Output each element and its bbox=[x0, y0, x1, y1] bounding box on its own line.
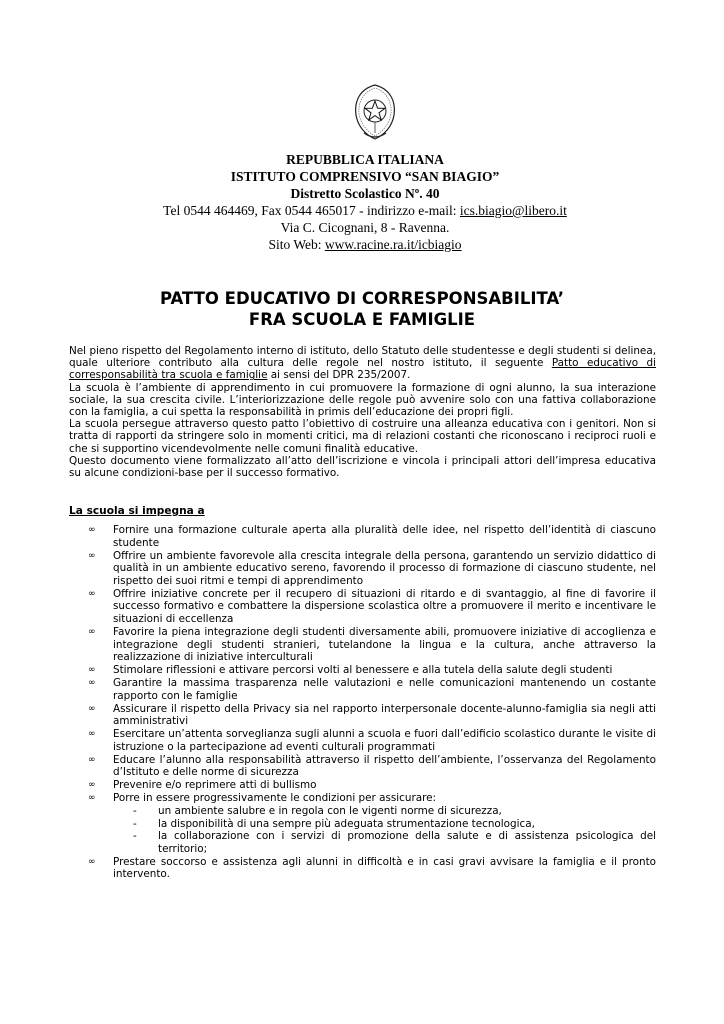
phone-fax-text: Tel 0544 464469, Fax 0544 465017 - indirizzo e-mail: bbox=[163, 203, 460, 218]
infinity-bullet-icon: ∞ bbox=[88, 754, 96, 765]
infinity-bullet-icon: ∞ bbox=[88, 780, 96, 791]
list-item: ∞ Educare l’alunno alla responsabilità attraverso il rispetto dell’ambiente, l’osservanza del Regolamento d’Istituto e delle norme di sicurezza bbox=[88, 753, 656, 779]
intro-paragraph-3: La scuola persegue attraverso questo patto l’obiettivo di costruire una alleanza educativa con i genitori. Non si tratta di rapporti da stringere solo in momenti critici, ma di relazioni costanti che riconoscano i reciproci ruoli e che si supportino vicendevolmente nelle comuni finalità educative. bbox=[69, 418, 656, 455]
list-item: ∞ Prestare soccorso e assistenza agli alunni in difficoltà e in casi gravi avvisare la famiglia e il pronto intervento. bbox=[88, 855, 656, 881]
intro-paragraph-1 bbox=[69, 345, 656, 382]
intro-paragraph-4: Questo documento viene formalizzato all’atto dell’iscrizione e vincola i principali attori dell’impresa educativa su alcune condizioni-base per il successo formativo. bbox=[69, 454, 656, 480]
contact-line bbox=[150, 202, 580, 219]
website-link[interactable]: www.racine.ra.it/icbiagio bbox=[324, 237, 462, 252]
list-item: ∞ Stimolare riflessioni e attivare percorsi volti al benessere e alla tutela della salute degli studenti bbox=[88, 664, 613, 677]
address-line: Via C. Cicognani, 8 - Ravenna. bbox=[280, 220, 450, 235]
list-item: ∞ Favorire la piena integrazione degli studenti diversamente abili, promuovere iniziative di accoglienza e integrazione degli studenti stranieri, tutelandone la lingua e la cultura, anche attraverso la realizzazione di iniziative interculturali bbox=[88, 625, 656, 664]
dash-bullet-icon: - bbox=[133, 817, 137, 830]
list-item: ∞ Porre in essere progressivamente le condizioni per assicurare: - un ambiente salubre e in regola con le vigenti norme di sicurezza, - la disponibilità di una sempre più adeguata strumentazione tecnologica, - la collaborazione con i servizi di promozione della salute e di assistenza psicologica del territorio; bbox=[88, 792, 656, 855]
infinity-bullet-icon: ∞ bbox=[88, 729, 96, 740]
infinity-bullet-icon: ∞ bbox=[88, 525, 96, 535]
republic-label: REPUBBLICA ITALIANA bbox=[286, 152, 444, 167]
intro-text bbox=[69, 345, 656, 479]
list-item: ∞ Offrire iniziative concrete per il recupero di situazioni di ritardo e di svantaggio, al fine di favorire il successo formativo e combattere la dispersione scolastica oltre a promuovere il merito e incentivare le situazioni di eccellenza bbox=[88, 587, 656, 625]
intro-p1-end: ai sensi del DPR 235/2007. bbox=[267, 369, 411, 382]
website-label: Sito Web: bbox=[268, 237, 325, 252]
patto-reference-link: Patto educativo di corresponsabilità tra scuola e famiglie bbox=[69, 357, 656, 382]
sublist-item: - la collaborazione con i servizi di promozione della salute e di assistenza psicologica del territorio; bbox=[133, 830, 656, 855]
intro-p1-start: Nel pieno rispetto del Regolamento interno di istituto, dello Statuto delle studentesse e degli studenti si delinea, quale ulteriore contributo alla cultura delle regole nel nostro istituto, il seguente bbox=[69, 345, 656, 370]
school-name: ISTITUTO COMPRENSIVO “SAN BIAGIO” bbox=[230, 169, 500, 184]
intro-paragraph-2: La scuola è l’ambiente di apprendimento in cui promuovere la formazione di ogni alunno, la sua interazione sociale, la sua crescita civile. L’interiorizzazione delle regole può avvenire solo con una fattiva collaborazione con la famiglia, a cui spetta la responsabilità in primis dell’educazione dei propri figli. bbox=[69, 381, 656, 419]
infinity-bullet-icon: ∞ bbox=[88, 665, 96, 676]
infinity-bullet-icon: ∞ bbox=[88, 793, 96, 804]
section-heading: La scuola si impegna a bbox=[69, 505, 205, 517]
italian-republic-emblem bbox=[350, 83, 400, 143]
dash-bullet-icon: - bbox=[133, 830, 137, 843]
infinity-bullet-icon: ∞ bbox=[88, 588, 96, 599]
list-item: ∞ Esercitare un’attenta sorveglianza sugli alunni a scuola e fuori dall’edificio scolastico durante le visite di istruzione o la partecipazione ad eventi culturali programmati bbox=[88, 728, 656, 753]
commitments-list bbox=[88, 524, 656, 881]
list-item: ∞ Offrire un ambiente favorevole alla crescita integrale della persona, garantendo un servizio didattico di qualità in un ambiente educativo sereno, favorendo il processo di formazione di ciascuno studente, nel rispetto dei suoi ritmi e tempi di apprendimento bbox=[88, 549, 656, 587]
infinity-bullet-icon: ∞ bbox=[88, 550, 96, 561]
title-line-1: PATTO EDUCATIVO DI CORRESPONSABILITA’ bbox=[159, 289, 565, 308]
list-item: ∞ Garantire la massima trasparenza nelle valutazioni e nelle comunicazioni mantenendo un costante rapporto con le famiglie bbox=[88, 677, 656, 702]
sublist-item: - un ambiente salubre e in regola con le vigenti norme di sicurezza, bbox=[133, 804, 502, 817]
infinity-bullet-icon: ∞ bbox=[88, 856, 96, 867]
infinity-bullet-icon: ∞ bbox=[88, 678, 96, 689]
list-item: ∞ Fornire una formazione culturale aperta alla pluralità delle idee, nel rispetto dell’identità di ciascuno studente bbox=[88, 524, 656, 549]
school-header bbox=[150, 151, 580, 253]
website-line bbox=[150, 236, 580, 253]
sublist-item: - la disponibilità di una sempre più adeguata strumentazione tecnologica, bbox=[133, 817, 535, 830]
conditions-sublist bbox=[113, 805, 656, 855]
infinity-bullet-icon: ∞ bbox=[88, 703, 96, 714]
title-line-2: FRA SCUOLA E FAMIGLIE bbox=[248, 310, 476, 329]
infinity-bullet-icon: ∞ bbox=[88, 626, 96, 637]
list-item: ∞ Assicurare il rispetto della Privacy sia nel rapporto interpersonale docente-alunno-famiglia sia negli atti amministrativi bbox=[88, 702, 656, 728]
dash-bullet-icon: - bbox=[133, 804, 137, 817]
school-district: Distretto Scolastico Nº. 40 bbox=[290, 186, 440, 201]
email-link[interactable]: ics.biagio@libero.it bbox=[459, 203, 567, 218]
document-title bbox=[60, 288, 664, 330]
list-item: ∞ Prevenire e/o reprimere atti di bullismo bbox=[88, 779, 317, 792]
